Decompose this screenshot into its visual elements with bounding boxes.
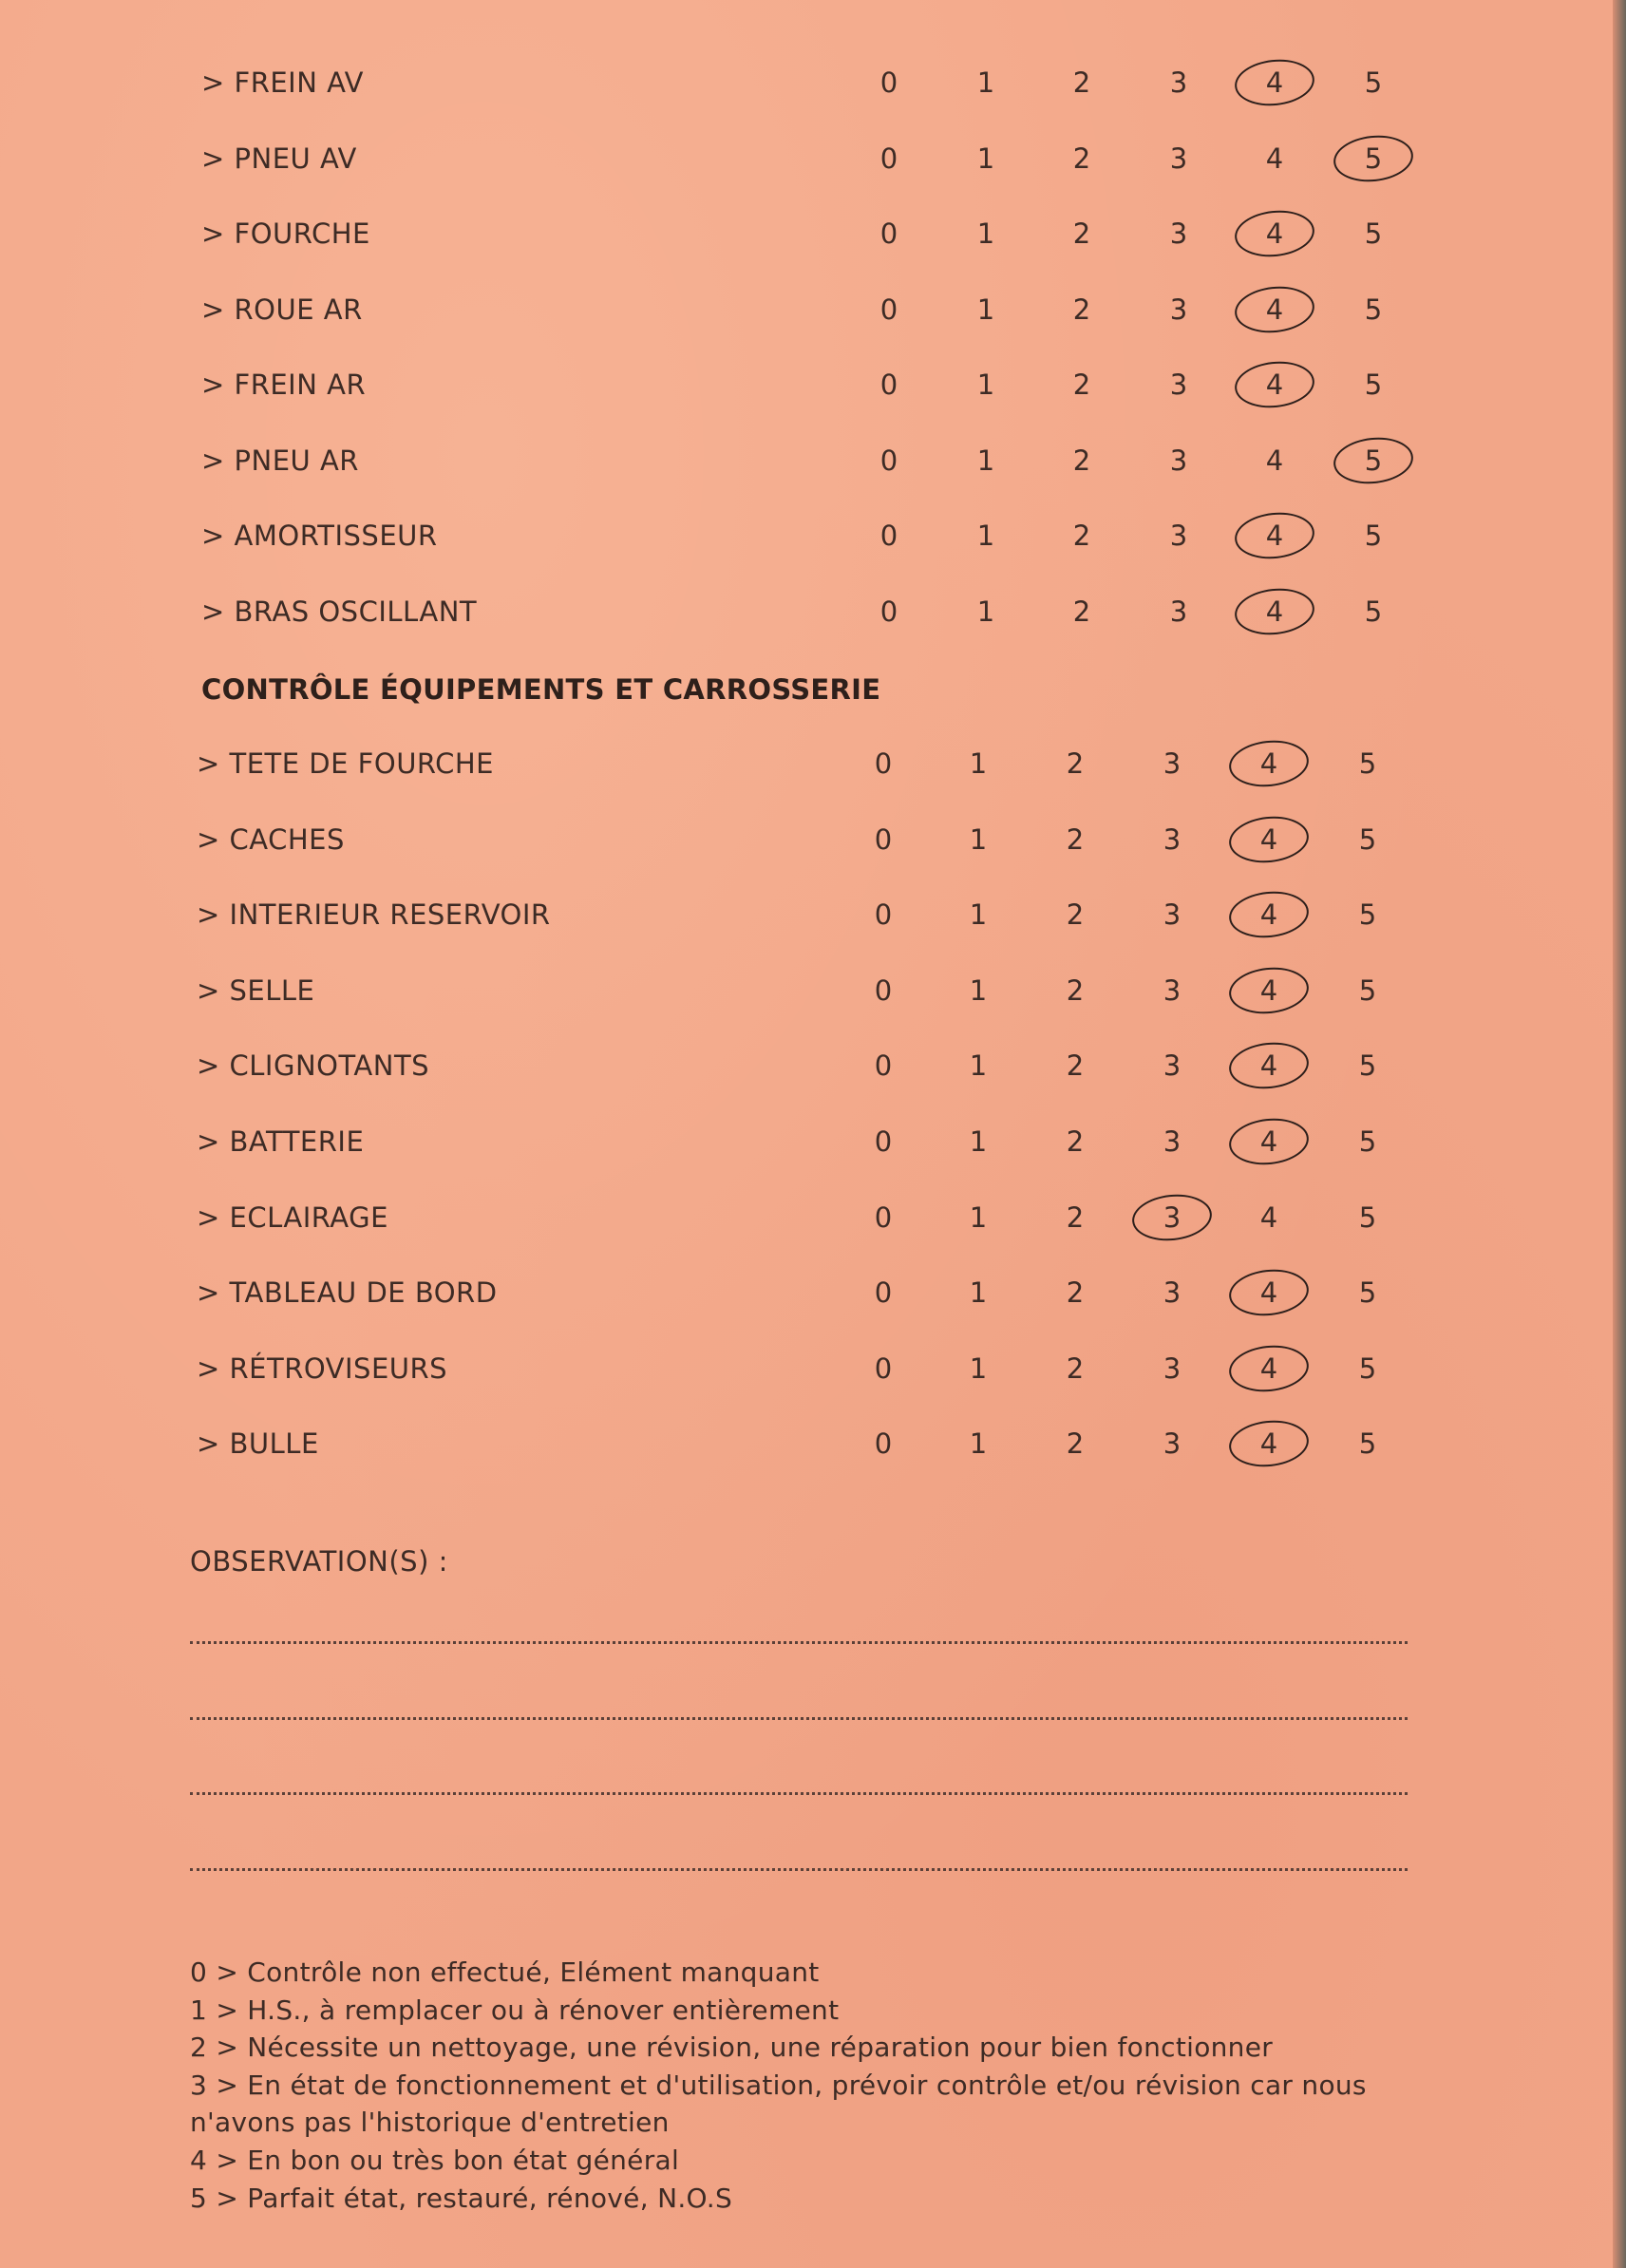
score-option[interactable]: 5: [1364, 369, 1383, 401]
score-option[interactable]: 2: [1072, 217, 1091, 250]
checklist-item-label: > ECLAIRAGE: [197, 1200, 388, 1234]
observation-line[interactable]: [190, 1868, 1408, 1871]
checklist-item-label: > BATTERIE: [197, 1125, 365, 1158]
score-option-selected[interactable]: 4: [1248, 1125, 1290, 1158]
score-option[interactable]: 1: [976, 520, 995, 552]
score-option[interactable]: 2: [1072, 520, 1091, 552]
score-option[interactable]: 2: [1072, 369, 1091, 401]
checklist-item-label: > CACHES: [197, 822, 345, 856]
checklist-row: [0, 823, 1615, 880]
score-option[interactable]: 3: [1163, 822, 1182, 856]
score-option-selected[interactable]: 5: [1352, 142, 1394, 175]
score-option[interactable]: 3: [1169, 293, 1188, 326]
score-option[interactable]: 3: [1163, 747, 1182, 780]
score-option[interactable]: 3: [1163, 1427, 1182, 1461]
score-option[interactable]: 3: [1163, 898, 1182, 932]
score-option[interactable]: 2: [1072, 142, 1091, 175]
checklist-item-label: > ROUE AR: [201, 293, 363, 326]
score-option-selected[interactable]: 4: [1254, 293, 1295, 326]
score-option[interactable]: 3: [1169, 217, 1188, 250]
score-option[interactable]: 3: [1163, 1276, 1182, 1310]
score-option[interactable]: 0: [874, 973, 893, 1007]
score-option-selected[interactable]: 4: [1254, 66, 1295, 99]
score-option[interactable]: 5: [1358, 1200, 1377, 1234]
score-option-selected[interactable]: 5: [1352, 444, 1394, 477]
score-option-selected[interactable]: 4: [1254, 217, 1295, 250]
score-option-selected[interactable]: 4: [1248, 898, 1290, 931]
score-option[interactable]: 1: [976, 444, 995, 477]
checklist-item-label: > BULLE: [197, 1427, 319, 1461]
checklist-row: [0, 369, 1615, 425]
score-option-selected[interactable]: 4: [1248, 1276, 1290, 1309]
score-option-selected[interactable]: 4: [1254, 520, 1295, 552]
score-option[interactable]: 0: [879, 369, 898, 401]
score-option[interactable]: 2: [1066, 1125, 1085, 1158]
checklist-row: [0, 1201, 1615, 1258]
score-option[interactable]: 0: [874, 1125, 893, 1158]
score-option[interactable]: 3: [1169, 444, 1188, 477]
score-option[interactable]: 3: [1169, 520, 1188, 552]
checklist-item-label: > PNEU AR: [201, 444, 359, 477]
checklist-row: [0, 444, 1615, 501]
score-option-selected[interactable]: 4: [1248, 1049, 1290, 1082]
score-option[interactable]: 1: [976, 66, 995, 99]
checklist-item-label: > FREIN AR: [201, 369, 367, 401]
score-option[interactable]: 2: [1072, 595, 1091, 628]
legend-line: 3 > En état de fonctionnement et d'utilisation, prévoir contrôle et/ou révision car nous: [190, 2069, 1367, 2101]
score-option[interactable]: 3: [1163, 1049, 1182, 1083]
score-option[interactable]: 1: [969, 898, 988, 932]
score-option[interactable]: 5: [1364, 66, 1383, 99]
paper-edge: [1613, 0, 1626, 2268]
score-option[interactable]: 4: [1265, 142, 1284, 175]
checklist-row: [0, 1049, 1615, 1106]
score-option-selected[interactable]: 4: [1254, 369, 1295, 401]
checklist-item-label: > FOURCHE: [201, 217, 370, 250]
score-option[interactable]: 5: [1358, 973, 1377, 1007]
section-title: CONTRÔLE ÉQUIPEMENTS ET CARROSSERIE: [201, 673, 881, 706]
observation-line[interactable]: [190, 1717, 1408, 1720]
score-option[interactable]: 2: [1066, 747, 1085, 780]
score-option[interactable]: 0: [874, 747, 893, 780]
checklist-item-label: > RÉTROVISEURS: [197, 1351, 448, 1385]
score-option[interactable]: 3: [1169, 595, 1188, 628]
score-option[interactable]: 5: [1364, 293, 1383, 326]
score-option[interactable]: 5: [1358, 1427, 1377, 1461]
score-option[interactable]: 1: [976, 142, 995, 175]
score-option[interactable]: 2: [1066, 973, 1085, 1007]
legend-line: 1 > H.S., à remplacer ou à rénover entièrement: [190, 1994, 840, 2026]
score-option-selected[interactable]: 4: [1248, 823, 1290, 856]
observation-line[interactable]: [190, 1641, 1408, 1644]
score-option-selected[interactable]: 4: [1254, 595, 1295, 628]
score-option[interactable]: 5: [1364, 595, 1383, 628]
score-option[interactable]: 3: [1169, 142, 1188, 175]
score-option[interactable]: 1: [969, 1049, 988, 1083]
checklist-row: [0, 520, 1615, 576]
checklist-row: [0, 1125, 1615, 1182]
score-option[interactable]: 2: [1066, 1200, 1085, 1234]
checklist-row: [0, 66, 1615, 123]
score-option[interactable]: 2: [1072, 66, 1091, 99]
legend-line: 0 > Contrôle non effectué, Elément manquant: [190, 1956, 820, 1988]
score-option[interactable]: 3: [1163, 973, 1182, 1007]
score-option[interactable]: 1: [976, 595, 995, 628]
score-option[interactable]: 1: [976, 293, 995, 326]
score-option[interactable]: 3: [1163, 1351, 1182, 1385]
score-option[interactable]: 3: [1169, 369, 1188, 401]
score-option-selected[interactable]: 4: [1248, 747, 1290, 780]
score-option[interactable]: 0: [874, 1351, 893, 1385]
score-option[interactable]: 1: [969, 1276, 988, 1310]
legend-line: 4 > En bon ou très bon état général: [190, 2145, 680, 2176]
score-option[interactable]: 1: [969, 822, 988, 856]
score-option[interactable]: 2: [1066, 1276, 1085, 1310]
score-option[interactable]: 2: [1066, 898, 1085, 932]
score-option[interactable]: 3: [1169, 66, 1188, 99]
score-option[interactable]: 5: [1364, 217, 1383, 250]
score-option[interactable]: 1: [969, 747, 988, 780]
checklist-row: [0, 974, 1615, 1031]
checklist-item-label: > PNEU AV: [201, 142, 357, 175]
checklist-row: [0, 595, 1615, 652]
score-option[interactable]: 4: [1265, 444, 1284, 477]
score-option[interactable]: 5: [1358, 1049, 1377, 1083]
score-option[interactable]: 2: [1066, 1351, 1085, 1385]
checklist-row: [0, 217, 1615, 274]
score-option[interactable]: 0: [879, 520, 898, 552]
score-option[interactable]: 5: [1358, 822, 1377, 856]
score-option[interactable]: 0: [874, 1049, 893, 1083]
checklist-row: [0, 898, 1615, 955]
checklist-item-label: > TETE DE FOURCHE: [197, 747, 494, 780]
score-option[interactable]: 0: [874, 822, 893, 856]
score-option-selected[interactable]: 4: [1248, 1427, 1290, 1460]
score-option[interactable]: 0: [874, 1200, 893, 1234]
score-option-selected[interactable]: 4: [1248, 974, 1290, 1007]
legend-line: n'avons pas l'historique d'entretien: [190, 2107, 670, 2139]
checklist-row: [0, 1276, 1615, 1333]
checklist-item-label: > FREIN AV: [201, 66, 364, 99]
score-option[interactable]: 5: [1358, 1276, 1377, 1310]
score-option[interactable]: 5: [1358, 898, 1377, 932]
score-option[interactable]: 5: [1364, 520, 1383, 552]
checklist-row: [0, 1427, 1615, 1484]
checklist-row: [0, 747, 1615, 804]
checklist-item-label: > BRAS OSCILLANT: [201, 595, 478, 628]
score-option[interactable]: 1: [976, 217, 995, 250]
checklist-item-label: > INTERIEUR RESERVOIR: [197, 898, 551, 932]
score-option[interactable]: 0: [879, 217, 898, 250]
score-option[interactable]: 0: [874, 898, 893, 932]
score-option[interactable]: 0: [879, 595, 898, 628]
score-option[interactable]: 1: [969, 973, 988, 1007]
score-option[interactable]: 5: [1358, 1125, 1377, 1158]
score-option-selected[interactable]: 4: [1248, 1352, 1290, 1385]
score-option[interactable]: 2: [1072, 293, 1091, 326]
score-option[interactable]: 0: [874, 1276, 893, 1310]
observation-line[interactable]: [190, 1792, 1408, 1795]
observations-title: OBSERVATION(S) :: [190, 1545, 448, 1578]
checklist-row: [0, 293, 1615, 350]
score-option-selected[interactable]: 3: [1151, 1201, 1193, 1234]
checklist-item-label: > CLIGNOTANTS: [197, 1049, 430, 1083]
score-option[interactable]: 0: [874, 1427, 893, 1461]
legend-line: 2 > Nécessite un nettoyage, une révision, une réparation pour bien fonctionner: [190, 2032, 1274, 2064]
score-option[interactable]: 1: [969, 1125, 988, 1158]
score-option[interactable]: 2: [1066, 822, 1085, 856]
score-option[interactable]: 2: [1072, 444, 1091, 477]
legend-line: 5 > Parfait état, restauré, rénové, N.O.S: [190, 2182, 733, 2214]
score-option[interactable]: 0: [879, 444, 898, 477]
score-option[interactable]: 4: [1259, 1200, 1278, 1234]
checklist-row: [0, 142, 1615, 199]
score-option[interactable]: 3: [1163, 1125, 1182, 1158]
checklist-item-label: > TABLEAU DE BORD: [197, 1276, 498, 1310]
score-option[interactable]: 0: [879, 293, 898, 326]
checklist-item-label: > AMORTISSEUR: [201, 520, 438, 552]
score-option[interactable]: 0: [879, 142, 898, 175]
score-option[interactable]: 0: [879, 66, 898, 99]
score-option[interactable]: 1: [969, 1351, 988, 1385]
score-option[interactable]: 1: [976, 369, 995, 401]
checklist-item-label: > SELLE: [197, 973, 315, 1007]
checklist-row: [0, 1352, 1615, 1409]
score-option[interactable]: 5: [1358, 1351, 1377, 1385]
score-option[interactable]: 1: [969, 1427, 988, 1461]
score-option[interactable]: 2: [1066, 1427, 1085, 1461]
score-option[interactable]: 1: [969, 1200, 988, 1234]
score-option[interactable]: 5: [1358, 747, 1377, 780]
score-option[interactable]: 2: [1066, 1049, 1085, 1083]
